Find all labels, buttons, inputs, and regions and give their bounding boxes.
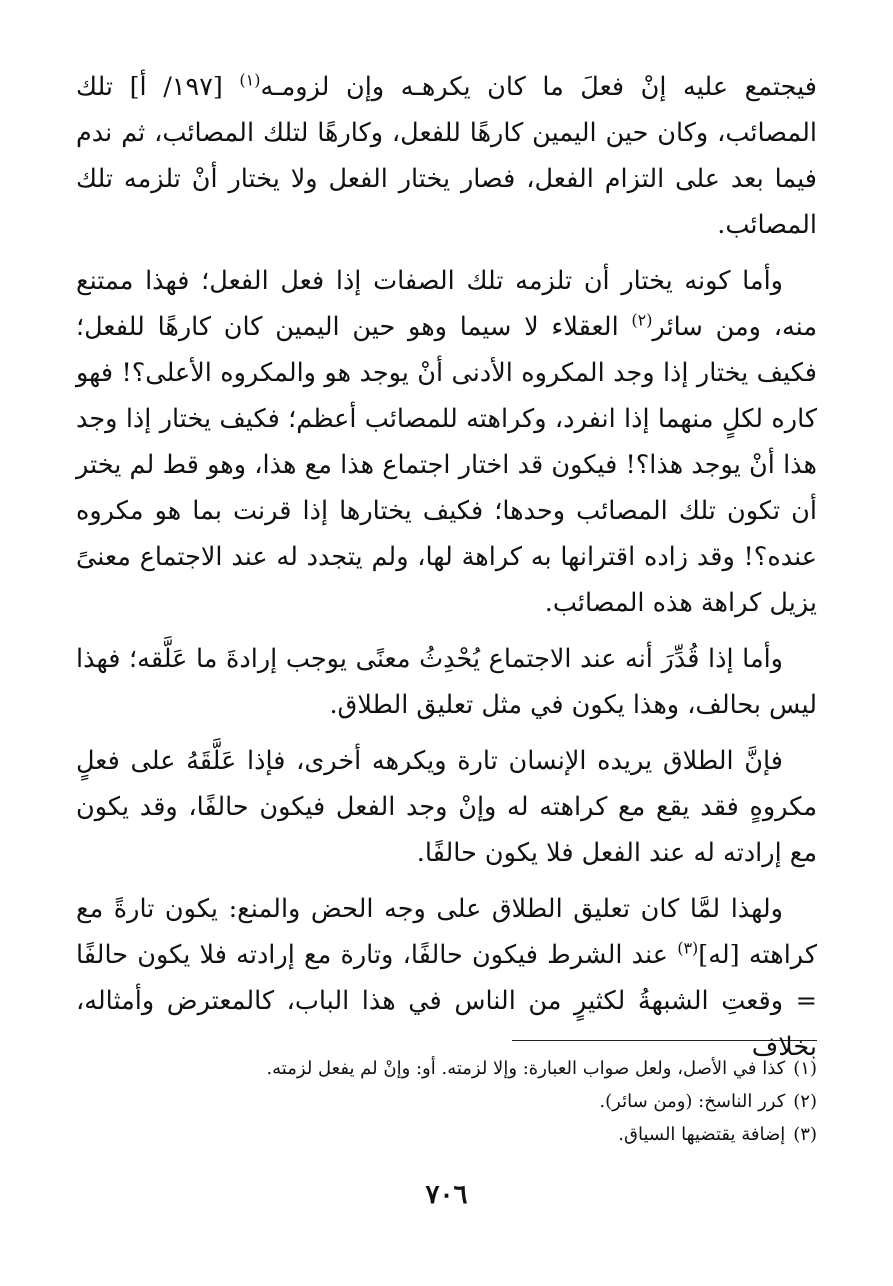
page-number: ٧٠٦ <box>425 1180 468 1210</box>
main-text <box>76 64 817 1080</box>
footnote-number: (٢) <box>793 1091 817 1112</box>
paragraph-text: فإنَّ الطلاق يريده الإنسان تارة ويكرهه أخرى، فإذا عَلَّقَهُ على فعلٍ مكروهٍ فقد يقع مع كراهته له وإنْ وجد الفعل فيكون حالفًا، وقد يكون مع إرادته له عند الفعل فلا يكون حالفًا. <box>76 746 817 868</box>
paragraph-text: عند الشرط فيكون حالفًا، وتارة مع إرادته فلا يكون حالفًا = وقعتِ الشبهةُ لكثيرٍ من الناس في هذا الباب، كالمعترض وأمثاله، بخلاف <box>76 940 817 1062</box>
footnote <box>76 1052 817 1085</box>
paragraph <box>76 258 817 626</box>
paragraph <box>76 64 817 248</box>
footnote-number: (١) <box>793 1058 817 1079</box>
footnotes <box>76 1052 817 1151</box>
footnote-ref: (٢) <box>631 310 653 330</box>
paragraph-text: ولهذا لمَّا كان تعليق الطلاق على وجه الحض والمنع: يكون تارةً مع كراهته [له] <box>76 894 817 970</box>
footnote-ref: (٣) <box>677 938 699 958</box>
paragraph-text: [١٩٧/ أ] تلك المصائب، وكان حين اليمين كارهًا للفعل، وكارهًا لتلك المصائب، ثم ندم فيما بعد على التزام الفعل، فصار يختار الفعل ولا يختار أنْ تلزمه تلك المصائب. <box>76 72 817 240</box>
paragraph-text: العقلاء لا سيما وهو حين اليمين كان كارهًا للفعل؛ فكيف يختار إذا وجد المكروه الأدنى أنْ يوجد هو والمكروه الأعلى؟! فهو كاره لكلٍ منهما إذا انفرد، وكراهته للمصائب أعظم؛ فكيف يختار إذا وجد هذا أنْ يوجد هذا؟! فيكون قد اختار اجتماع هذا مع هذا، وهو قط لم يختر أن تكون تلك المصائب وحدها؛ فكيف يختارها إذا قرنت بما هو مكروه عنده؟! وقد زاده اقترانها به كراهة لها، ولم يتجدد له عند الاجتماع معنىً يزيل كراهة هذه المصائب. <box>76 312 817 618</box>
paragraph <box>76 738 817 876</box>
paragraph <box>76 886 817 1070</box>
footnote <box>76 1085 817 1118</box>
footnote-text: إضافة يقتضيها السياق. <box>618 1124 786 1145</box>
paragraph <box>76 636 817 728</box>
footnote-ref: (١) <box>239 70 261 90</box>
footnote-divider <box>512 1040 817 1041</box>
footnote <box>76 1118 817 1151</box>
paragraph-text: وأما كونه يختار أن تلزمه تلك الصفات إذا فعل الفعل؛ فهذا ممتنع منه، ومن سائر <box>76 266 817 342</box>
paragraph-text: فيجتمع عليه إنْ فعلَ ما كان يكرهـه وإن لزومـه <box>260 72 817 102</box>
footnote-text: كرر الناسخ: (ومن سائر). <box>599 1091 786 1112</box>
paragraph-text: وأما إذا قُدِّرَ أنه عند الاجتماع يُحْدِثُ معنًى يوجب إرادةَ ما عَلَّقه؛ فهذا ليس بحالف، وهذا يكون في مثل تعليق الطلاق. <box>76 644 817 720</box>
footnote-text: كذا في الأصل، ولعل صواب العبارة: وإلا لزمته. أو: وإنْ لم يفعل لزمته. <box>266 1058 786 1079</box>
footnote-number: (٣) <box>793 1124 817 1145</box>
